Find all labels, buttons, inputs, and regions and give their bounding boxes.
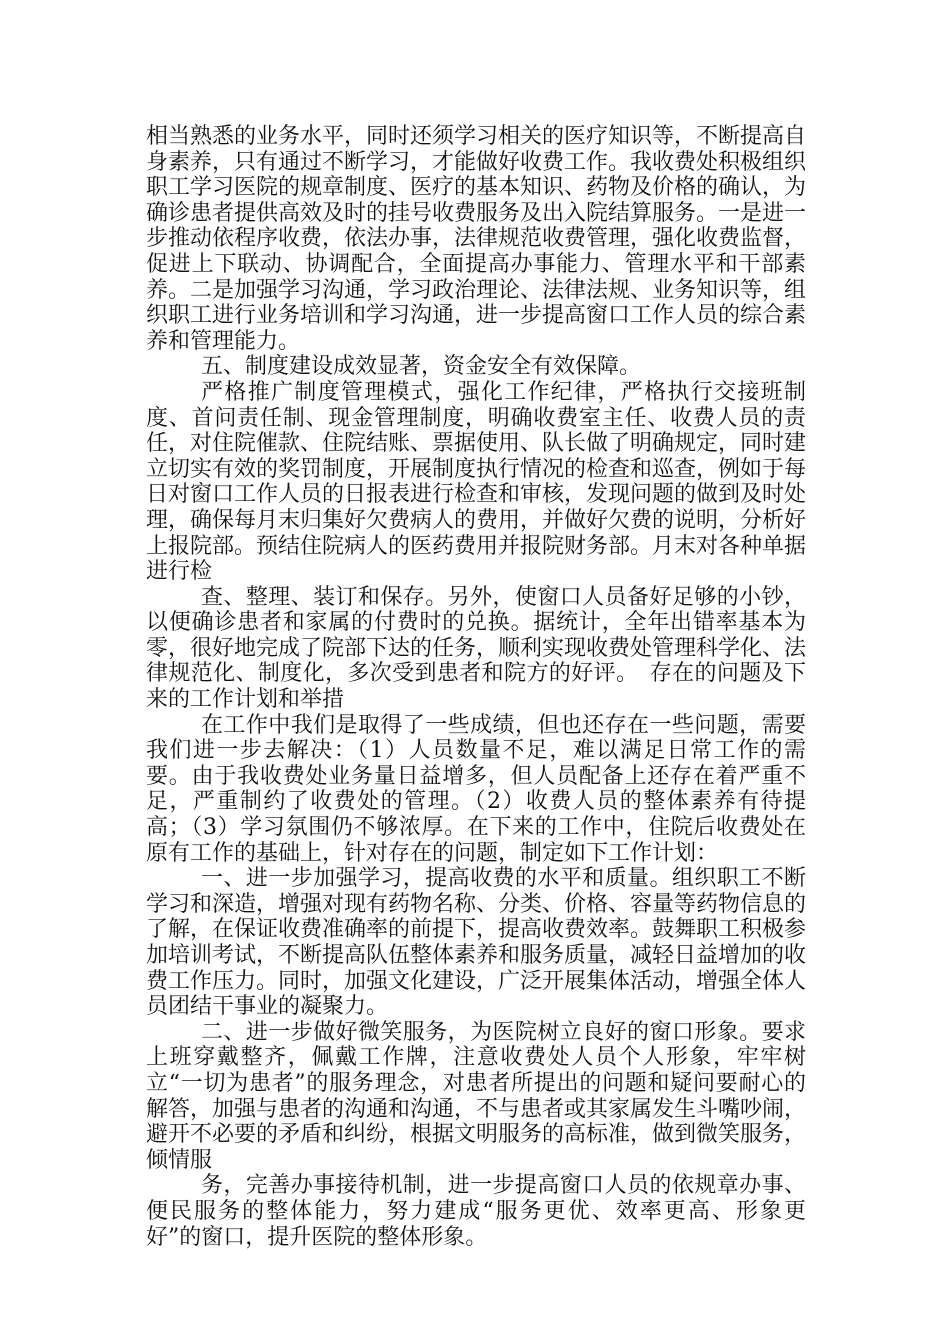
paragraph-problems: 在工作中我们是取得了一些成绩，但也还存在一些问题，需要我们进一步去解决：（1）人员数量不足，难以满足日常工作的需要。由于我收费处业务量日益增多，但人员配备上还存在着严重不足，严重制约了收费处的管理。（2）收费人员的整体素养有待提高；（3）学习氛围仍不够浓厚。在下来的工作中，住院后收费处在原有工作的基础上，针对存在的问题，制定如下工作计划：	[146, 712, 806, 866]
document-body	[146, 124, 806, 1250]
section-heading-five: 五、制度建设成效显著，资金安全有效保障。	[201, 354, 642, 380]
paragraph-intro: 相当熟悉的业务水平，同时还须学习相关的医疗知识等，不断提高自身素养，只有通过不断学习，才能做好收费工作。我收费处积极组织职工学习医院的规章制度、医疗的基本知识、药物及价格的确认，为确诊患者提供高效及时的挂号收费服务及出入院结算服务。一是进一步推动依程序收费，依法办事，法律规范收费管理，强化收费监督，促进上下联动、协调配合，全面提高办事能力、管理水平和干部素养。二是加强学习沟通，学习政治理论、法律法规、业务知识等，组织职工进行业务培训和学习沟通，进一步提高窗口工作人员的综合素养和管理能力。	[146, 124, 807, 354]
paragraph-plan-two-continued: 务，完善办事接待机制，进一步提高窗口人员的依规章办事、便民服务的整体能力，努力建成“服务更优、效率更高、形象更好”的窗口，提升医院的整体形象。	[146, 1173, 806, 1250]
paragraph-filing-and-results: 查、整理、装订和保存。另外，使窗口人员备好足够的小钞，以便确诊患者和家属的付费时的兑换。据统计，全年出错率基本为零，很好地完成了院部下达的任务，顺利实现收费处管理科学化、法律规范化、制度化，多次受到患者和院方的好评。 存在的问题及下来的工作计划和举措	[146, 584, 807, 713]
paragraph-system-management: 严格推广制度管理模式，强化工作纪律，严格执行交接班制度、首问责任制、现金管理制度，明确收费室主任、收费人员的责任，对住院催款、住院结账、票据使用、队长做了明确规定，同时建立切实有效的奖罚制度，开展制度执行情况的检查和巡查，例如于每日对窗口工作人员的日报表进行检查和审核，发现问题的做到及时处理，确保每月末归集好欠费病人的费用，并做好欠费的说明，分析好上报院部。预结住院病人的医药费用并报院财务部。月末对各种单据进行检	[146, 379, 807, 585]
paragraph-plan-two: 二、进一步做好微笑服务，为医院树立良好的窗口形象。要求上班穿戴整齐，佩戴工作牌，注意收费处人员个人形象，牢牢树立“一切为患者”的服务理念，对患者所提出的问题和疑问要耐心的解答，加强与患者的沟通和沟通，不与患者或其家属发生斗嘴吵闹，避开不必要的矛盾和纠纷，根据文明服务的高标准，做到微笑服务，倾情服	[146, 1019, 807, 1173]
paragraph-plan-one: 一、进一步加强学习，提高收费的水平和质量。组织职工不断学习和深造，增强对现有药物名称、分类、价格、容量等药物信息的了解，在保证收费准确率的前提下，提高收费效率。鼓舞职工积极参加培训考试，不断提高队伍整体素养和服务质量，减轻日益增加的收费工作压力。同时，加强文化建设，广泛开展集体活动，增强全体人员团结干事业的凝聚力。	[146, 866, 807, 1020]
